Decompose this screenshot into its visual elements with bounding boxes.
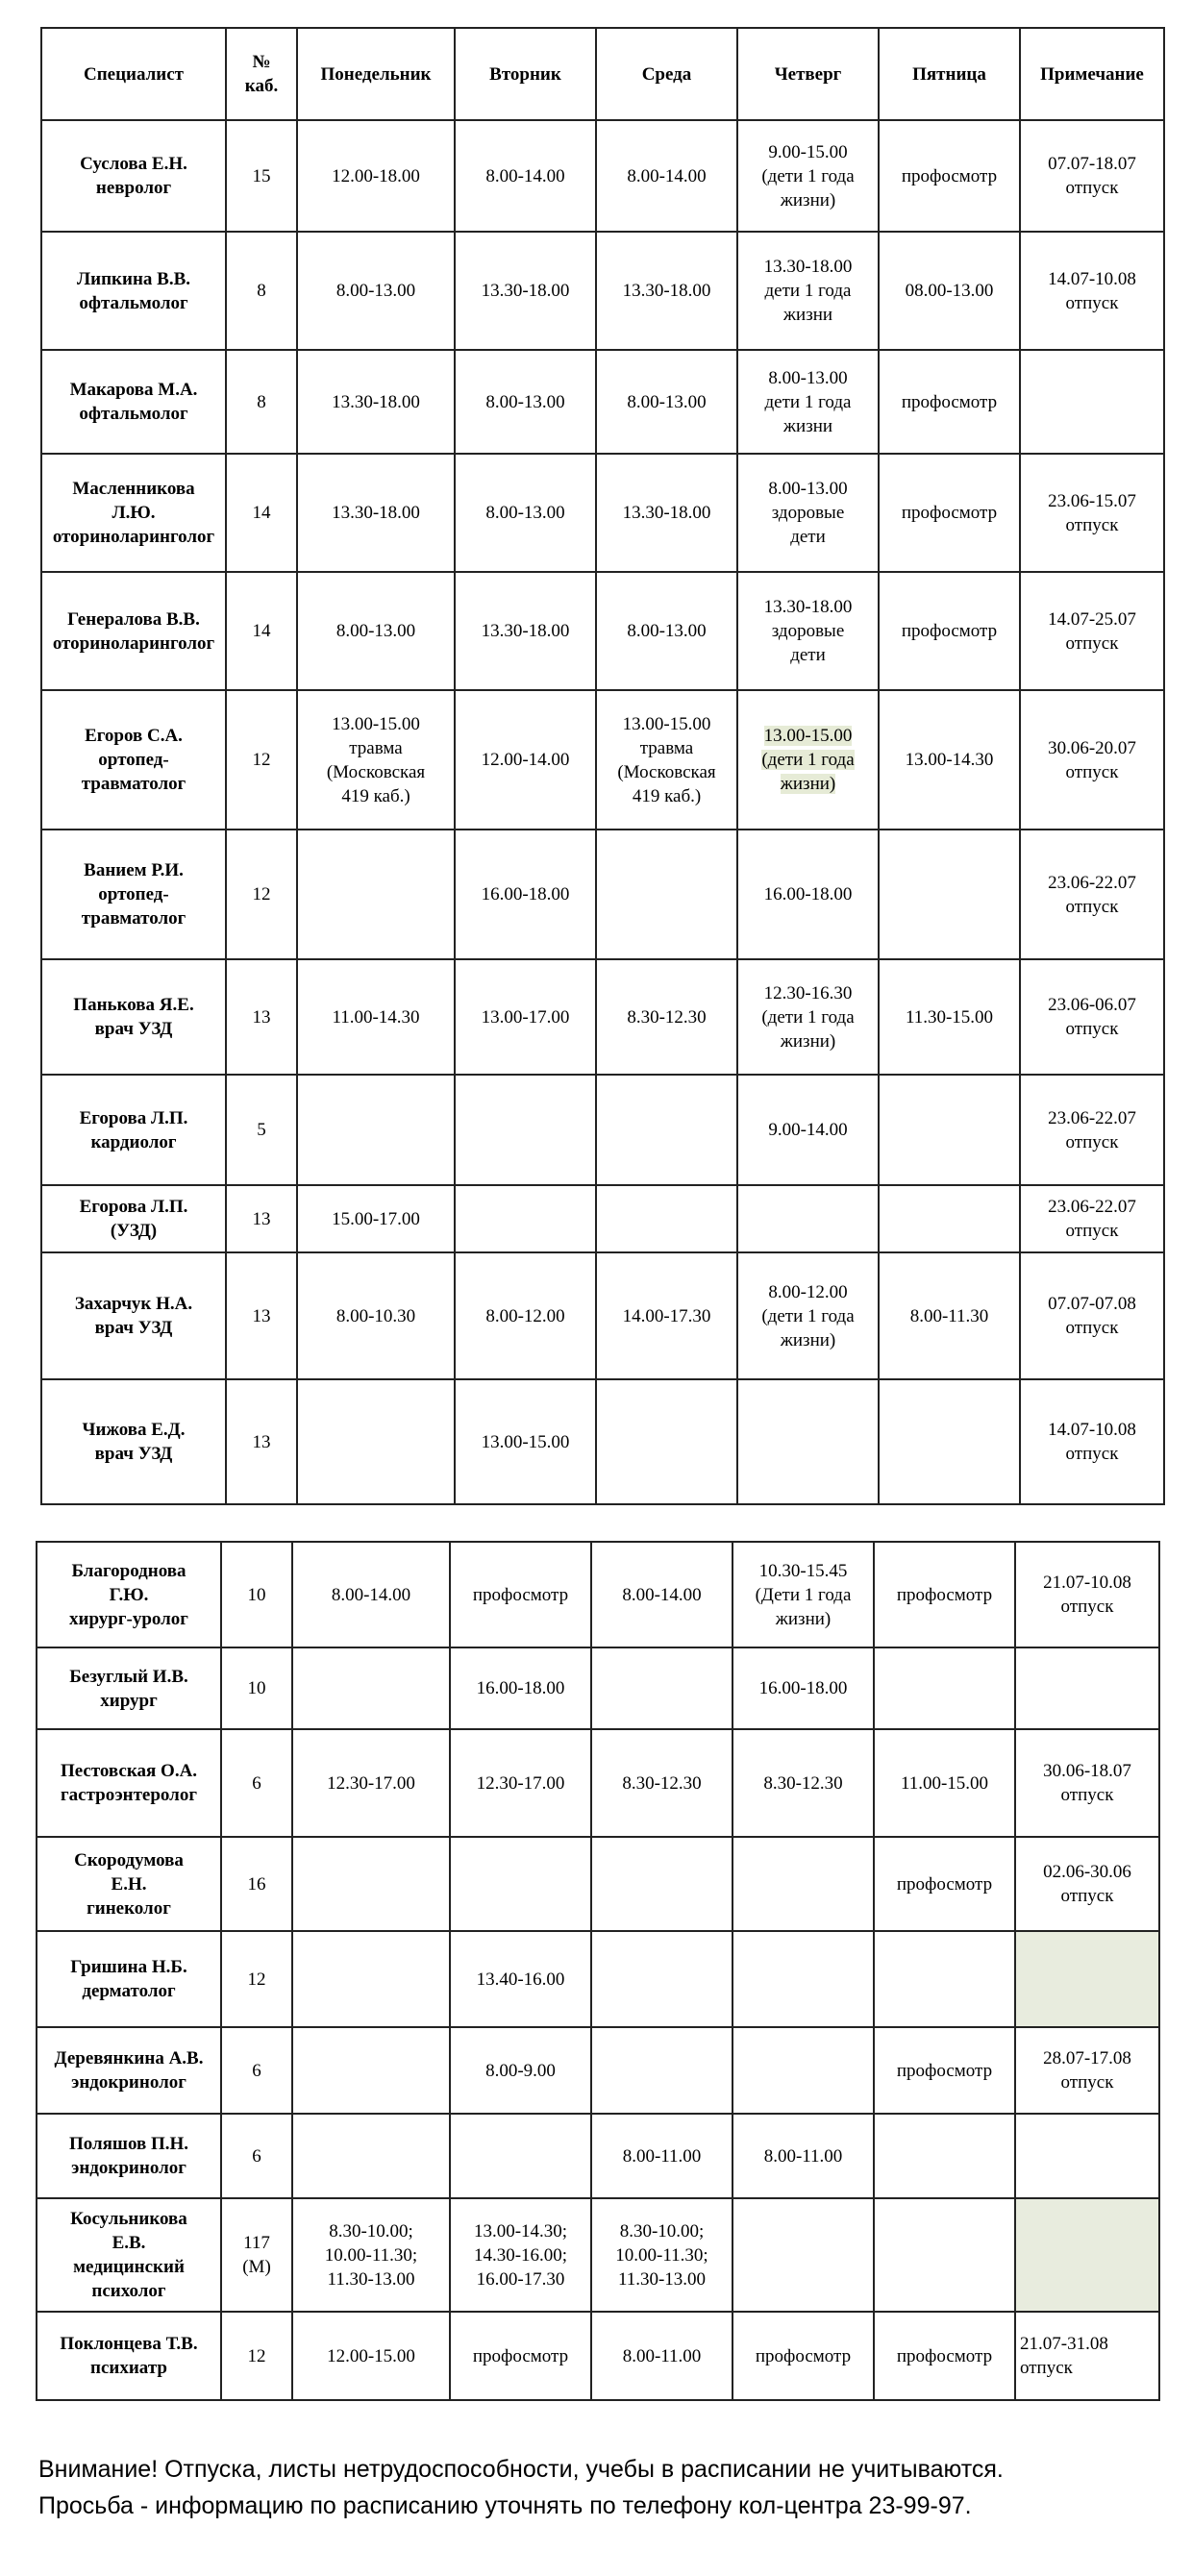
cell-specialist: Захарчук Н.А. врач УЗД [41, 1252, 226, 1379]
cell-wednesday [591, 1837, 733, 1931]
cell-tuesday: 16.00-18.00 [455, 830, 596, 959]
cell-wednesday [596, 830, 737, 959]
cell-room: 12 [221, 2312, 292, 2400]
cell-wednesday [591, 1931, 733, 2027]
cell-monday: 8.00-13.00 [297, 232, 455, 350]
cell-thursday: 8.00-13.00 здоровые дети [737, 454, 879, 572]
cell-monday: 8.00-13.00 [297, 572, 455, 690]
cell-specialist: Гришина Н.Б. дерматолог [37, 1931, 221, 2027]
cell-thursday: 8.00-11.00 [733, 2114, 874, 2198]
cell-friday [879, 1075, 1020, 1185]
cell-tuesday: 13.40-16.00 [450, 1931, 591, 2027]
cell-monday [292, 1647, 450, 1729]
cell-friday: профосмотр [874, 1837, 1015, 1931]
cell-monday: 15.00-17.00 [297, 1185, 455, 1252]
table-row [37, 2312, 1159, 2400]
cell-thursday [737, 1185, 879, 1252]
cell-room: 13 [226, 1185, 297, 1252]
cell-room: 6 [221, 2114, 292, 2198]
cell-note [1015, 1931, 1159, 2027]
cell-note: 07.07-07.08 отпуск [1020, 1252, 1164, 1379]
cell-friday [879, 1185, 1020, 1252]
cell-tuesday: 8.00-13.00 [455, 454, 596, 572]
cell-note: 14.07-25.07 отпуск [1020, 572, 1164, 690]
cell-tuesday: 13.00-15.00 [455, 1379, 596, 1504]
schedule-table-2 [36, 1541, 1160, 2401]
cell-room: 13 [226, 1379, 297, 1504]
cell-friday [879, 1379, 1020, 1504]
header-tuesday: Вторник [455, 28, 596, 120]
header-thursday: Четверг [737, 28, 879, 120]
cell-monday: 8.00-14.00 [292, 1542, 450, 1647]
cell-room: 8 [226, 350, 297, 454]
cell-room: 12 [226, 830, 297, 959]
cell-note: 30.06-20.07 отпуск [1020, 690, 1164, 830]
cell-wednesday [596, 1185, 737, 1252]
cell-tuesday: 13.00-17.00 [455, 959, 596, 1075]
table-row [37, 2114, 1159, 2198]
cell-room: 12 [221, 1931, 292, 2027]
cell-friday: 8.00-11.30 [879, 1252, 1020, 1379]
cell-friday: 13.00-14.30 [879, 690, 1020, 830]
cell-thursday: 8.00-13.00 дети 1 года жизни [737, 350, 879, 454]
cell-friday: профосмотр [879, 572, 1020, 690]
cell-tuesday: 12.30-17.00 [450, 1729, 591, 1837]
cell-specialist: Деревянкина А.В. эндокринолог [37, 2027, 221, 2114]
cell-room: 14 [226, 454, 297, 572]
cell-room: 117 (М) [221, 2198, 292, 2312]
cell-thursday: 12.30-16.30 (дети 1 года жизни) [737, 959, 879, 1075]
cell-tuesday [450, 2114, 591, 2198]
cell-specialist: Егорова Л.П. (УЗД) [41, 1185, 226, 1252]
cell-thursday [733, 2027, 874, 2114]
cell-monday: 13.30-18.00 [297, 454, 455, 572]
header-wednesday: Среда [596, 28, 737, 120]
cell-specialist: Егорова Л.П. кардиолог [41, 1075, 226, 1185]
cell-monday: 12.30-17.00 [292, 1729, 450, 1837]
cell-monday: 8.30-10.00; 10.00-11.30; 11.30-13.00 [292, 2198, 450, 2312]
cell-wednesday: 8.00-13.00 [596, 572, 737, 690]
cell-note: 02.06-30.06 отпуск [1015, 1837, 1159, 1931]
cell-room: 12 [226, 690, 297, 830]
schedule-table-1 [40, 27, 1165, 1505]
cell-note: 23.06-15.07 отпуск [1020, 454, 1164, 572]
cell-wednesday: 13.30-18.00 [596, 454, 737, 572]
highlighted-text: 13.00-15.00 (дети 1 года жизни) [761, 726, 855, 794]
table-row [41, 1379, 1164, 1504]
header-specialist: Специалист [41, 28, 226, 120]
cell-room: 14 [226, 572, 297, 690]
table-row [41, 232, 1164, 350]
table-row [41, 572, 1164, 690]
cell-friday: 11.00-15.00 [874, 1729, 1015, 1837]
cell-tuesday: профосмотр [450, 2312, 591, 2400]
cell-tuesday: 12.00-14.00 [455, 690, 596, 830]
cell-monday [292, 2027, 450, 2114]
cell-friday: профосмотр [874, 2312, 1015, 2400]
cell-monday: 12.00-15.00 [292, 2312, 450, 2400]
cell-friday: профосмотр [879, 350, 1020, 454]
cell-note [1020, 350, 1164, 454]
cell-friday: профосмотр [879, 454, 1020, 572]
cell-monday [292, 1837, 450, 1931]
cell-room: 13 [226, 959, 297, 1075]
cell-note: 14.07-10.08 отпуск [1020, 1379, 1164, 1504]
cell-monday: 12.00-18.00 [297, 120, 455, 232]
cell-wednesday: 13.00-15.00 травма (Московская 419 каб.) [596, 690, 737, 830]
notice-line-2: Просьба - информацию по расписанию уточнять по телефону кол-центра 23-99-97. [38, 2492, 972, 2519]
table-row [41, 454, 1164, 572]
cell-thursday [737, 1379, 879, 1504]
cell-wednesday [591, 2027, 733, 2114]
cell-room: 5 [226, 1075, 297, 1185]
header-note: Примечание [1020, 28, 1164, 120]
cell-thursday: 9.00-14.00 [737, 1075, 879, 1185]
cell-tuesday: 8.00-12.00 [455, 1252, 596, 1379]
cell-wednesday: 14.00-17.30 [596, 1252, 737, 1379]
cell-wednesday: 8.00-13.00 [596, 350, 737, 454]
cell-specialist: Благороднова Г.Ю. хирург-уролог [37, 1542, 221, 1647]
cell-thursday: 16.00-18.00 [737, 830, 879, 959]
cell-tuesday: 16.00-18.00 [450, 1647, 591, 1729]
cell-note: 23.06-06.07 отпуск [1020, 959, 1164, 1075]
cell-specialist: Генералова В.В. оториноларинголог [41, 572, 226, 690]
cell-specialist: Скородумова Е.Н. гинеколог [37, 1837, 221, 1931]
table-row [41, 959, 1164, 1075]
cell-note: 21.07-10.08 отпуск [1015, 1542, 1159, 1647]
cell-note: 23.06-22.07 отпуск [1020, 1185, 1164, 1252]
cell-thursday [733, 2198, 874, 2312]
table-body [37, 1542, 1159, 2400]
cell-friday [874, 2198, 1015, 2312]
cell-wednesday: 8.00-11.00 [591, 2312, 733, 2400]
cell-thursday [733, 1931, 874, 2027]
cell-wednesday [591, 1647, 733, 1729]
notice [38, 2451, 1163, 2524]
cell-wednesday [596, 1075, 737, 1185]
cell-specialist: Масленникова Л.Ю. оториноларинголог [41, 454, 226, 572]
cell-thursday: профосмотр [733, 2312, 874, 2400]
notice-line-1: Внимание! Отпуска, листы нетрудоспособности, учебы в расписании не учитываются. [38, 2456, 1004, 2483]
cell-wednesday: 8.30-12.30 [591, 1729, 733, 1837]
cell-thursday: 8.00-12.00 (дети 1 года жизни) [737, 1252, 879, 1379]
cell-specialist: Егоров С.А. ортопед- травматолог [41, 690, 226, 830]
cell-specialist: Чижова Е.Д. врач УЗД [41, 1379, 226, 1504]
cell-specialist: Пестовская О.А. гастроэнтеролог [37, 1729, 221, 1837]
cell-note: 14.07-10.08 отпуск [1020, 232, 1164, 350]
cell-room: 10 [221, 1647, 292, 1729]
cell-thursday [733, 1837, 874, 1931]
cell-note: 28.07-17.08 отпуск [1015, 2027, 1159, 2114]
cell-tuesday: 13.00-14.30; 14.30-16.00; 16.00-17.30 [450, 2198, 591, 2312]
cell-note: 07.07-18.07 отпуск [1020, 120, 1164, 232]
cell-monday: 13.30-18.00 [297, 350, 455, 454]
table-row [37, 1542, 1159, 1647]
table-row [41, 120, 1164, 232]
cell-tuesday: 8.00-14.00 [455, 120, 596, 232]
table-row [37, 2027, 1159, 2114]
cell-monday [292, 1931, 450, 2027]
table-header-row [41, 28, 1164, 120]
cell-note [1015, 2198, 1159, 2312]
cell-monday [297, 1379, 455, 1504]
cell-friday: профосмотр [874, 2027, 1015, 2114]
cell-room: 13 [226, 1252, 297, 1379]
cell-note: 23.06-22.07 отпуск [1020, 1075, 1164, 1185]
cell-tuesday [455, 1075, 596, 1185]
table-row [41, 690, 1164, 830]
cell-friday: 08.00-13.00 [879, 232, 1020, 350]
cell-friday: профосмотр [879, 120, 1020, 232]
cell-specialist: Косульникова Е.В. медицинский психолог [37, 2198, 221, 2312]
cell-specialist: Поклонцева Т.В. психиатр [37, 2312, 221, 2400]
cell-friday [874, 1931, 1015, 2027]
cell-specialist: Суслова Е.Н. невролог [41, 120, 226, 232]
cell-friday [874, 1647, 1015, 1729]
header-friday: Пятница [879, 28, 1020, 120]
cell-tuesday [450, 1837, 591, 1931]
cell-wednesday: 8.30-12.30 [596, 959, 737, 1075]
cell-specialist: Ванием Р.И. ортопед- травматолог [41, 830, 226, 959]
table-row [41, 830, 1164, 959]
cell-thursday: 13.30-18.00 дети 1 года жизни [737, 232, 879, 350]
cell-specialist: Липкина В.В. офтальмолог [41, 232, 226, 350]
table-body [41, 120, 1164, 1504]
table-row [37, 2198, 1159, 2312]
table-row [41, 1185, 1164, 1252]
cell-tuesday: 13.30-18.00 [455, 572, 596, 690]
cell-wednesday: 8.00-14.00 [596, 120, 737, 232]
table-row [37, 1837, 1159, 1931]
cell-room: 6 [221, 1729, 292, 1837]
cell-monday [297, 1075, 455, 1185]
cell-tuesday [455, 1185, 596, 1252]
cell-room: 15 [226, 120, 297, 232]
cell-wednesday: 13.30-18.00 [596, 232, 737, 350]
cell-tuesday: 8.00-9.00 [450, 2027, 591, 2114]
cell-note [1015, 2114, 1159, 2198]
table-row [41, 1075, 1164, 1185]
cell-tuesday: 13.30-18.00 [455, 232, 596, 350]
cell-thursday: 13.30-18.00 здоровые дети [737, 572, 879, 690]
cell-note: 30.06-18.07 отпуск [1015, 1729, 1159, 1837]
header-monday: Понедельник [297, 28, 455, 120]
cell-monday: 8.00-10.30 [297, 1252, 455, 1379]
cell-friday [874, 2114, 1015, 2198]
cell-specialist: Макарова М.А. офтальмолог [41, 350, 226, 454]
cell-monday [292, 2114, 450, 2198]
cell-wednesday: 8.00-11.00 [591, 2114, 733, 2198]
cell-thursday [737, 690, 879, 830]
cell-monday [297, 830, 455, 959]
cell-wednesday: 8.00-14.00 [591, 1542, 733, 1647]
cell-room: 6 [221, 2027, 292, 2114]
cell-wednesday [596, 1379, 737, 1504]
cell-friday [879, 830, 1020, 959]
cell-specialist: Панькова Я.Е. врач УЗД [41, 959, 226, 1075]
cell-wednesday: 8.30-10.00; 10.00-11.30; 11.30-13.00 [591, 2198, 733, 2312]
table-row [37, 1729, 1159, 1837]
cell-room: 8 [226, 232, 297, 350]
cell-specialist: Поляшов П.Н. эндокринолог [37, 2114, 221, 2198]
cell-friday: 11.30-15.00 [879, 959, 1020, 1075]
table-row [37, 1931, 1159, 2027]
cell-room: 16 [221, 1837, 292, 1931]
cell-friday: профосмотр [874, 1542, 1015, 1647]
cell-note [1015, 1647, 1159, 1729]
cell-thursday: 8.30-12.30 [733, 1729, 874, 1837]
cell-tuesday: профосмотр [450, 1542, 591, 1647]
cell-thursday: 10.30-15.45 (Дети 1 года жизни) [733, 1542, 874, 1647]
table-row [41, 350, 1164, 454]
cell-tuesday: 8.00-13.00 [455, 350, 596, 454]
table-row [37, 1647, 1159, 1729]
cell-room: 10 [221, 1542, 292, 1647]
cell-note: 23.06-22.07 отпуск [1020, 830, 1164, 959]
cell-note: 21.07-31.08 отпуск [1015, 2312, 1159, 2400]
cell-monday: 11.00-14.30 [297, 959, 455, 1075]
cell-specialist: Безуглый И.В. хирург [37, 1647, 221, 1729]
table-row [41, 1252, 1164, 1379]
cell-thursday: 16.00-18.00 [733, 1647, 874, 1729]
header-room: № каб. [226, 28, 297, 120]
cell-thursday: 9.00-15.00 (дети 1 года жизни) [737, 120, 879, 232]
cell-monday: 13.00-15.00 травма (Московская 419 каб.) [297, 690, 455, 830]
